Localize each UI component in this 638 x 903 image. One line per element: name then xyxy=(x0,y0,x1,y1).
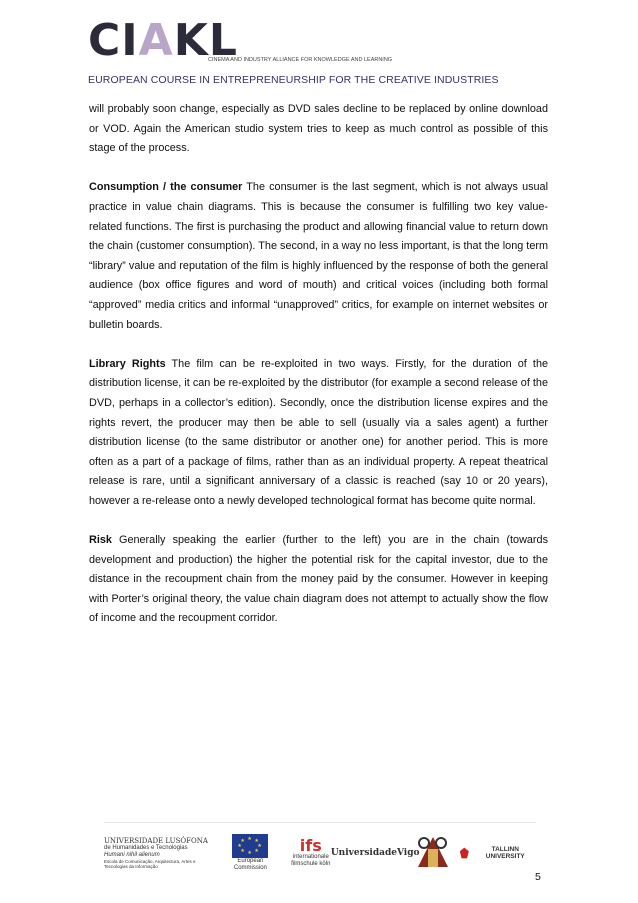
lusofona-motto: Humani nihil alienum xyxy=(104,851,160,858)
ifs-label-2: filmschule köln xyxy=(291,861,331,867)
lusofona-school: Escola de Comunicação, Arquitectura, Artes e Tecnologias da Informação xyxy=(104,858,196,869)
lusofona-logo xyxy=(104,838,216,869)
eu-label-1: European xyxy=(237,858,264,864)
partner-logos xyxy=(104,822,536,879)
paragraph-text: The consumer is the last segment, which is not always usual practice in value chain diagrams. This is because the consumer is fulfilling two key value-related functions. The first is purchasing the product and allowing financial value to return down the chain (customer consumption). The second, in a way no less important, is that the long term “library” value and reputation of the film is highly influenced by the response of both the general audience (box office figures and word of mouth) and critical voices (including both formal “approved” media critics and informal “unapproved” critics, for example on internet websites or bulletin boards. xyxy=(89,181,548,331)
paragraph-text: The film can be re-exploited in two ways. Firstly, for the duration of the distribution license, it can be re-exploited by the distributor (for example a second release of the DVD, perhaps in a collector’s edition). Secondly, once the distribution license expires and the rights revert, the producer may then be able to sell (usually via a sales agent) a further distribution license (to the same distributor or another one) for another period. This is more often as a part of a package of films, rather than as an individual property. A repeat theatrical release is rare, until a significant anniversary of a classic is reached (say 10 or 20 years), however a re-release onto a newly developed technological format has become quite normal. xyxy=(89,357,549,507)
lusofona-name: UNIVERSIDADE LUSÓFONA xyxy=(104,836,208,845)
tallinn-emblem-icon xyxy=(458,846,471,860)
ciakl-logo-tagline: CINEMA AND INDUSTRY ALLIANCE FOR KNOWLEDGE AND LEARNING xyxy=(208,57,393,63)
tallinn-university-logo xyxy=(458,846,536,860)
course-title: EUROPEAN COURSE IN ENTREPRENEURSHIP FOR THE CREATIVE INDUSTRIES xyxy=(88,74,499,86)
lusofona-subtitle: de Humanidades e Tecnologias xyxy=(104,844,188,851)
paragraph-text: Generally speaking the earlier (further to the left) you are in the chain (towards development and production) the higher the potential risk for the capital investor, due to the distance in the recoupment chain from the money paid by the consumer. However in keeping with Porter’s original theory, the value chain diagram does not attempt to actually show the flow of income and the recoupment corridor. xyxy=(89,534,548,625)
ifs-logo xyxy=(285,838,337,868)
ifs-label-1: internationale xyxy=(292,854,329,860)
paragraph-consumption xyxy=(89,178,548,335)
tallinn-name: TALLINN UNIVERSITY xyxy=(485,846,525,860)
page-number: 5 xyxy=(535,871,541,883)
paragraph-text: will probably soon change, especially as DVD sales decline to be replaced by online download or VOD. Again the American studio system tries to keep as much control as possible of this stage of the process. xyxy=(89,103,548,155)
paragraph-risk xyxy=(89,531,548,629)
paragraph-continuation xyxy=(89,100,548,159)
ciakl-logo-mark: CIAKL xyxy=(88,15,238,66)
eu-label-2: Commission xyxy=(233,865,267,871)
eu-flag-icon: ★ ★ ★ ★ ★ ★ ★ ★ xyxy=(232,834,268,858)
ciakl-logo xyxy=(88,15,393,72)
universidade-vigo-logo: UniversidadeVigo xyxy=(330,847,420,858)
paragraph-term: Consumption / the consumer xyxy=(89,181,243,194)
document-body xyxy=(89,100,548,649)
ifs-mark: ifs xyxy=(299,836,322,855)
paragraph-term: Risk xyxy=(89,534,112,547)
european-commission-logo xyxy=(222,834,278,872)
film-school-emblem-icon xyxy=(414,833,452,873)
paragraph-library-rights xyxy=(89,355,548,512)
paragraph-term: Library Rights xyxy=(89,357,166,370)
